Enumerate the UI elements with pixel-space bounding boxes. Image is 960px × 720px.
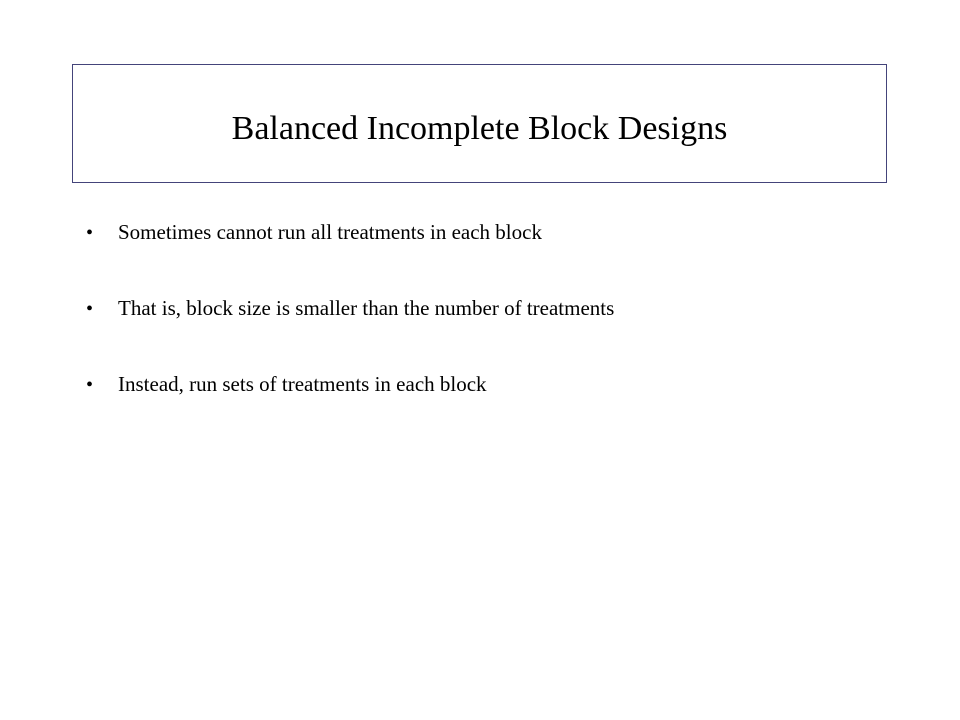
bullet-text: Sometimes cannot run all treatments in each block [118,220,542,244]
bullet-dot-icon: • [86,298,94,320]
bullet-list [86,216,614,444]
title-box [72,64,887,183]
bullet-item [86,292,614,324]
bullet-text: That is, block size is smaller than the number of treatments [118,296,615,320]
bullet-item [86,368,614,400]
bullet-text: Instead, run sets of treatments in each block [118,372,487,396]
bullet-dot-icon: • [86,222,94,244]
bullet-item [86,216,614,248]
bullet-dot-icon: • [86,374,94,396]
slide-title: Balanced Incomplete Block Designs [231,109,728,147]
